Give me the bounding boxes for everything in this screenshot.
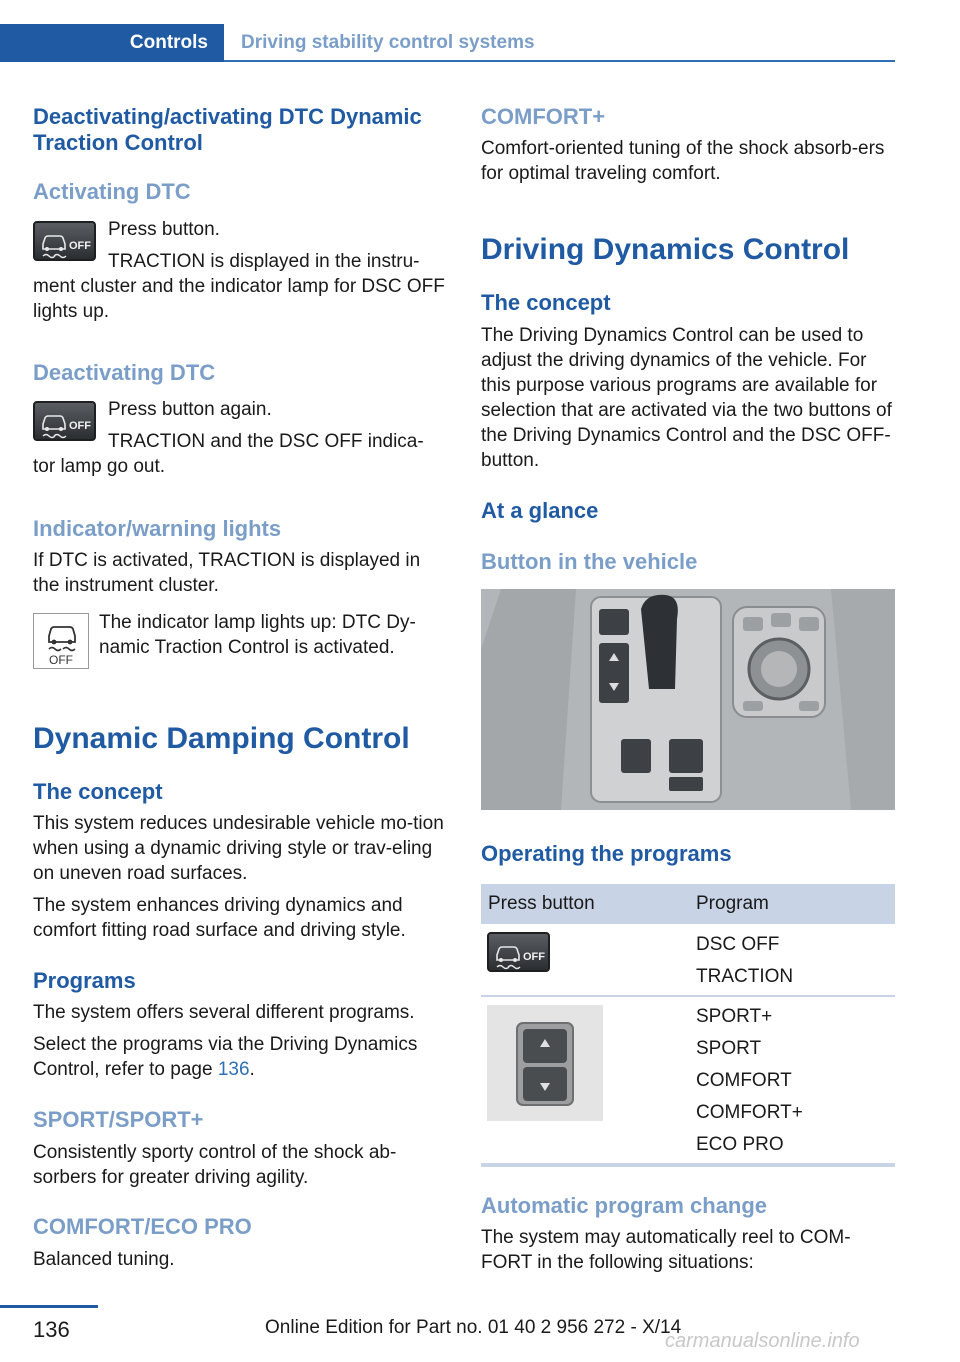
- dtc-indicator-lamp-icon: [33, 613, 89, 669]
- automatic-change-heading: Automatic program change: [481, 1193, 768, 1218]
- header-section-tab: Controls: [0, 24, 224, 62]
- indicator-heading: Indicator/warning lights: [33, 516, 282, 541]
- driving-dynamics-heading: Driving Dynamics Control: [481, 233, 850, 266]
- svg-text:OFF: OFF: [49, 653, 73, 667]
- indicator-text-1: If DTC is activated, TRACTION is displayed in the instrument cluster.: [33, 550, 421, 596]
- page-number: 136: [33, 1317, 70, 1342]
- program-eco-pro: ECO PRO: [696, 1134, 784, 1155]
- svg-text:OFF: OFF: [523, 951, 545, 963]
- program-sport-plus: SPORT+: [696, 1006, 773, 1027]
- svg-text:OFF: OFF: [69, 420, 91, 432]
- page-136-link[interactable]: 136: [217, 1059, 250, 1080]
- sport-heading: SPORT/SPORT+: [33, 1107, 204, 1132]
- program-dsc-off: DSC OFF: [696, 934, 780, 955]
- deactivating-step-2a: TRACTION and the DSC OFF indica-: [108, 431, 424, 452]
- dynamic-damping-heading: Dynamic Damping Control: [33, 722, 410, 755]
- damping-concept-heading: The concept: [33, 779, 163, 804]
- center-console-photo: [481, 589, 895, 810]
- program-comfort-plus: COMFORT+: [696, 1102, 803, 1123]
- ddc-concept-heading: The concept: [481, 290, 611, 315]
- table-bottom-rule: [481, 1163, 895, 1167]
- deactivating-dtc-heading: Deactivating DTC: [33, 360, 216, 385]
- automatic-change-text: The system may automatically reel to COM-FORT in the following situations:: [481, 1227, 851, 1273]
- button-in-vehicle-heading: Button in the vehicle: [481, 549, 698, 574]
- comfort-eco-text: Balanced tuning.: [33, 1249, 175, 1270]
- activating-step-2b: ment cluster and the indicator lamp for DSC OFF lights up.: [33, 276, 445, 322]
- operating-programs-heading: Operating the programs: [481, 841, 732, 866]
- page-header: [0, 24, 895, 62]
- dtc-heading: Deactivating/activating DTC Dynamic Traction Control: [33, 104, 422, 155]
- activating-step-1: Press button.: [108, 219, 220, 240]
- programs-heading: Programs: [33, 968, 136, 993]
- damping-concept-text-2: The system enhances driving dynamics and comfort fitting road surface and driving style.: [33, 895, 406, 941]
- indicator-text-2: The indicator lamp lights up: DTC Dy-namic Traction Control is activated.: [99, 612, 416, 658]
- svg-text:OFF: OFF: [69, 240, 91, 252]
- deactivating-step-2b: tor lamp go out.: [33, 456, 166, 477]
- comfort-eco-heading: COMFORT/ECO PRO: [33, 1214, 252, 1239]
- dsc-off-button-icon: [487, 932, 550, 972]
- col-program: Program: [696, 893, 769, 914]
- programs-text-1: The system offers several different programs.: [33, 1002, 415, 1023]
- dsc-off-button-icon: [33, 401, 96, 441]
- watermark: carmanualsonline.info: [665, 1330, 860, 1352]
- rocker-switch-icon: [487, 1005, 603, 1121]
- program-traction: TRACTION: [696, 966, 794, 987]
- programs-table-header: [481, 884, 895, 924]
- comfortplus-heading: COMFORT+: [481, 104, 606, 129]
- activating-step-2a: TRACTION is displayed in the instru-: [108, 251, 420, 272]
- sport-text: Consistently sporty control of the shock ab-sorbers for greater driving agility.: [33, 1142, 397, 1188]
- table-row-divider: [481, 995, 895, 997]
- ddc-concept-text: The Driving Dynamics Control can be used to adjust the driving dynamics of the vehicle. For this purpose various programs are available for selection that are activated via the two buttons of the Driving Dynamics Control and the DSC OFF-button.: [481, 325, 892, 471]
- activating-dtc-heading: Activating DTC: [33, 179, 191, 204]
- col-press-button: Press button: [488, 893, 595, 914]
- edition-note: Online Edition for Part no. 01 40 2 956 272 - X/14: [265, 1317, 682, 1338]
- program-sport: SPORT: [696, 1038, 762, 1059]
- header-subsection: Driving stability control systems: [241, 32, 535, 53]
- damping-concept-text-1: This system reduces undesirable vehicle mo-tion when using a dynamic driving style or trav-eling on uneven road surfaces.: [33, 813, 444, 884]
- comfortplus-text: Comfort-oriented tuning of the shock absorb-ers for optimal traveling comfort.: [481, 138, 885, 184]
- at-a-glance-heading: At a glance: [481, 498, 599, 523]
- deactivating-step-1: Press button again.: [108, 399, 272, 420]
- program-comfort: COMFORT: [696, 1070, 792, 1091]
- footer-rule: [0, 1305, 98, 1308]
- programs-text-2: Select the programs via the Driving Dynamics Control, refer to page 136.: [33, 1034, 418, 1080]
- dsc-off-button-icon: [33, 221, 96, 261]
